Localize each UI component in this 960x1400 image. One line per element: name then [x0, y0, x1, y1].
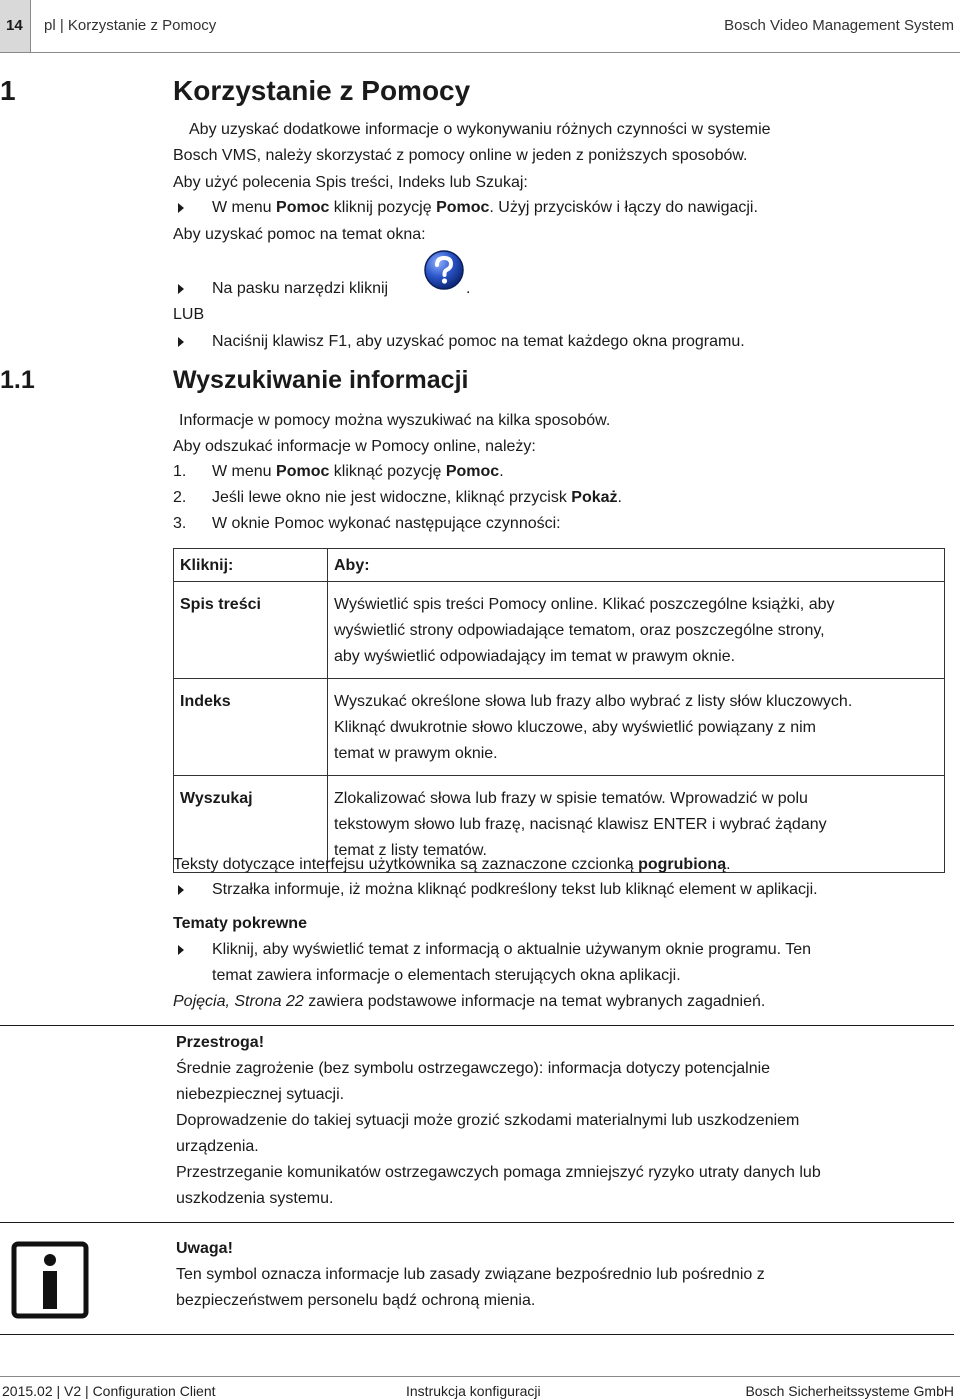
arrow-bullet-icon [178, 885, 184, 895]
note-line: bezpieczeństwem personelu bądź ochroną mienia. [176, 1292, 536, 1309]
table-cell-desc: Wyświetlić spis treści Pomocy online. Klikać poszczególne książki, aby wyświetlić strony odpowiadające tematom, oraz poszczególne strony, aby wyświetlić odpowiadający im temat w prawym oknie. [328, 582, 945, 679]
header-rule [0, 52, 960, 53]
step-2: Jeśli lewe okno nie jest widoczne, kliknąć przycisk Pokaż. [212, 489, 622, 506]
section-number: 1 [0, 75, 16, 106]
table-cell-key: Wyszukaj [174, 776, 328, 873]
table-row [174, 679, 945, 776]
caution-line: urządzenia. [176, 1138, 259, 1155]
commands-line: Aby użyć polecenia Spis treści, Indeks lub Szukaj: [173, 174, 528, 191]
subsection-title: Wyszukiwanie informacji [173, 366, 469, 394]
arrow-bullet-icon [178, 337, 184, 347]
step-1-num: 1. [173, 463, 187, 480]
bullet-toolbar-period: . [466, 280, 471, 297]
arrow-bullet-icon [178, 203, 184, 213]
table-cell-desc: Zlokalizować słowa lub frazy w spisie tematów. Wprowadzić w polu tekstowym słowo lub frazę, nacisnąć klawisz ENTER i wybrać żądany temat z listy tematów. [328, 776, 945, 873]
table-header-click: Kliknij: [174, 549, 328, 582]
step-2-num: 2. [173, 489, 187, 506]
bullet-toolbar: Na pasku narzędzi kliknij [212, 280, 389, 297]
caution-line: Doprowadzenie do takiej sytuacji może grozić szkodami materialnymi lub uszkodzeniem [176, 1112, 800, 1129]
concepts-link[interactable]: Pojęcia, Strona 22 [173, 993, 304, 1010]
intro-line-1: Aby uzyskać dodatkowe informacje o wykonywaniu różnych czynności w systemie [189, 121, 771, 138]
table-header-row [174, 549, 945, 582]
bullet-f1: Naciśnij klawisz F1, aby uzyskać pomoc na temat każdego okna programu. [212, 333, 745, 350]
table-cell-key: Indeks [174, 679, 328, 776]
related-link-line-2: temat zawiera informacje o elementach sterujących okna aplikacji. [212, 967, 681, 984]
help-options-table [173, 548, 945, 873]
note-line: Ten symbol oznacza informacje lub zasady związane bezpośrednio lub pośrednio z [176, 1266, 765, 1283]
caution-title: Przestroga! [176, 1034, 265, 1051]
info-icon [11, 1241, 89, 1319]
or-label: LUB [173, 306, 205, 323]
ui-text-note: Teksty dotyczące interfejsu użytkownika są zaznaczone czcionką pogrubioną. [173, 856, 731, 873]
table-header-purpose: Aby: [328, 549, 945, 582]
intro-line-2: Bosch VMS, należy skorzystać z pomocy online w jeden z poniższych sposobów. [173, 147, 748, 164]
step-3: W oknie Pomoc wykonać następujące czynności: [212, 515, 561, 532]
header-product: Bosch Video Management System [724, 17, 954, 34]
arrow-explanation: Strzałka informuje, iż można kliknąć podkreślony tekst lub kliknąć element w aplikacji. [212, 881, 818, 898]
step-1: W menu Pomoc kliknąć pozycję Pomoc. [212, 463, 504, 480]
caution-line: niebezpiecznej sytuacji. [176, 1086, 345, 1103]
ui-term-help-item: Pomoc [436, 199, 490, 216]
arrow-bullet-icon [178, 945, 184, 955]
header-divider [30, 0, 31, 52]
step-3-num: 3. [173, 515, 187, 532]
page-number: 14 [6, 17, 23, 34]
note-bottom-rule [0, 1334, 954, 1335]
table-cell-key: Spis treści [174, 582, 328, 679]
bullet-menu-help: W menu Pomoc kliknij pozycję Pomoc. Użyj przycisków i łączy do nawigacji. [212, 199, 758, 216]
footer-company: Bosch Sicherheitssysteme GmbH [745, 1383, 954, 1399]
search-line-2: Aby odszukać informacje w Pomocy online, należy: [173, 438, 536, 455]
related-topics-heading: Tematy pokrewne [173, 915, 307, 932]
note-top-rule [0, 1222, 954, 1223]
footer-version: 2015.02 | V2 | Configuration Client [2, 1383, 216, 1399]
caution-line: Średnie zagrożenie (bez symbolu ostrzegawczego): informacja dotyczy potencjalnie [176, 1060, 771, 1077]
subsection-number: 1.1 [0, 366, 35, 394]
table-cell-desc: Wyszukać określone słowa lub frazy albo wybrać z listy słów kluczowych. Kliknąć dwukrotnie słowo kluczowe, aby wyświetlić powiązany z nim temat w prawym oknie. [328, 679, 945, 776]
caution-line: Przestrzeganie komunikatów ostrzegawczych pomaga zmniejszyć ryzyko utraty danych lub [176, 1164, 821, 1181]
note-title: Uwaga! [176, 1240, 233, 1257]
caution-line: uszkodzenia systemu. [176, 1190, 334, 1207]
ui-term-help-menu: Pomoc [276, 199, 330, 216]
table-row [174, 582, 945, 679]
page-number-box [0, 0, 30, 52]
header-section: pl | Korzystanie z Pomocy [44, 17, 217, 34]
arrow-bullet-icon [178, 284, 184, 294]
footer-doc-title: Instrukcja konfiguracji [406, 1383, 541, 1399]
caution-top-rule [0, 1025, 954, 1026]
concepts-line: Pojęcia, Strona 22 zawiera podstawowe informacje na temat wybranych zagadnień. [173, 993, 766, 1010]
footer-rule [0, 1376, 960, 1377]
related-link-line-1[interactable]: Kliknij, aby wyświetlić temat z informacją o aktualnie używanym oknie programu. Ten [212, 941, 812, 958]
window-help-line: Aby uzyskać pomoc na temat okna: [173, 226, 426, 243]
search-line-1: Informacje w pomocy można wyszukiwać na kilka sposobów. [179, 412, 611, 429]
help-question-icon [423, 249, 465, 291]
section-title: Korzystanie z Pomocy [173, 75, 471, 106]
